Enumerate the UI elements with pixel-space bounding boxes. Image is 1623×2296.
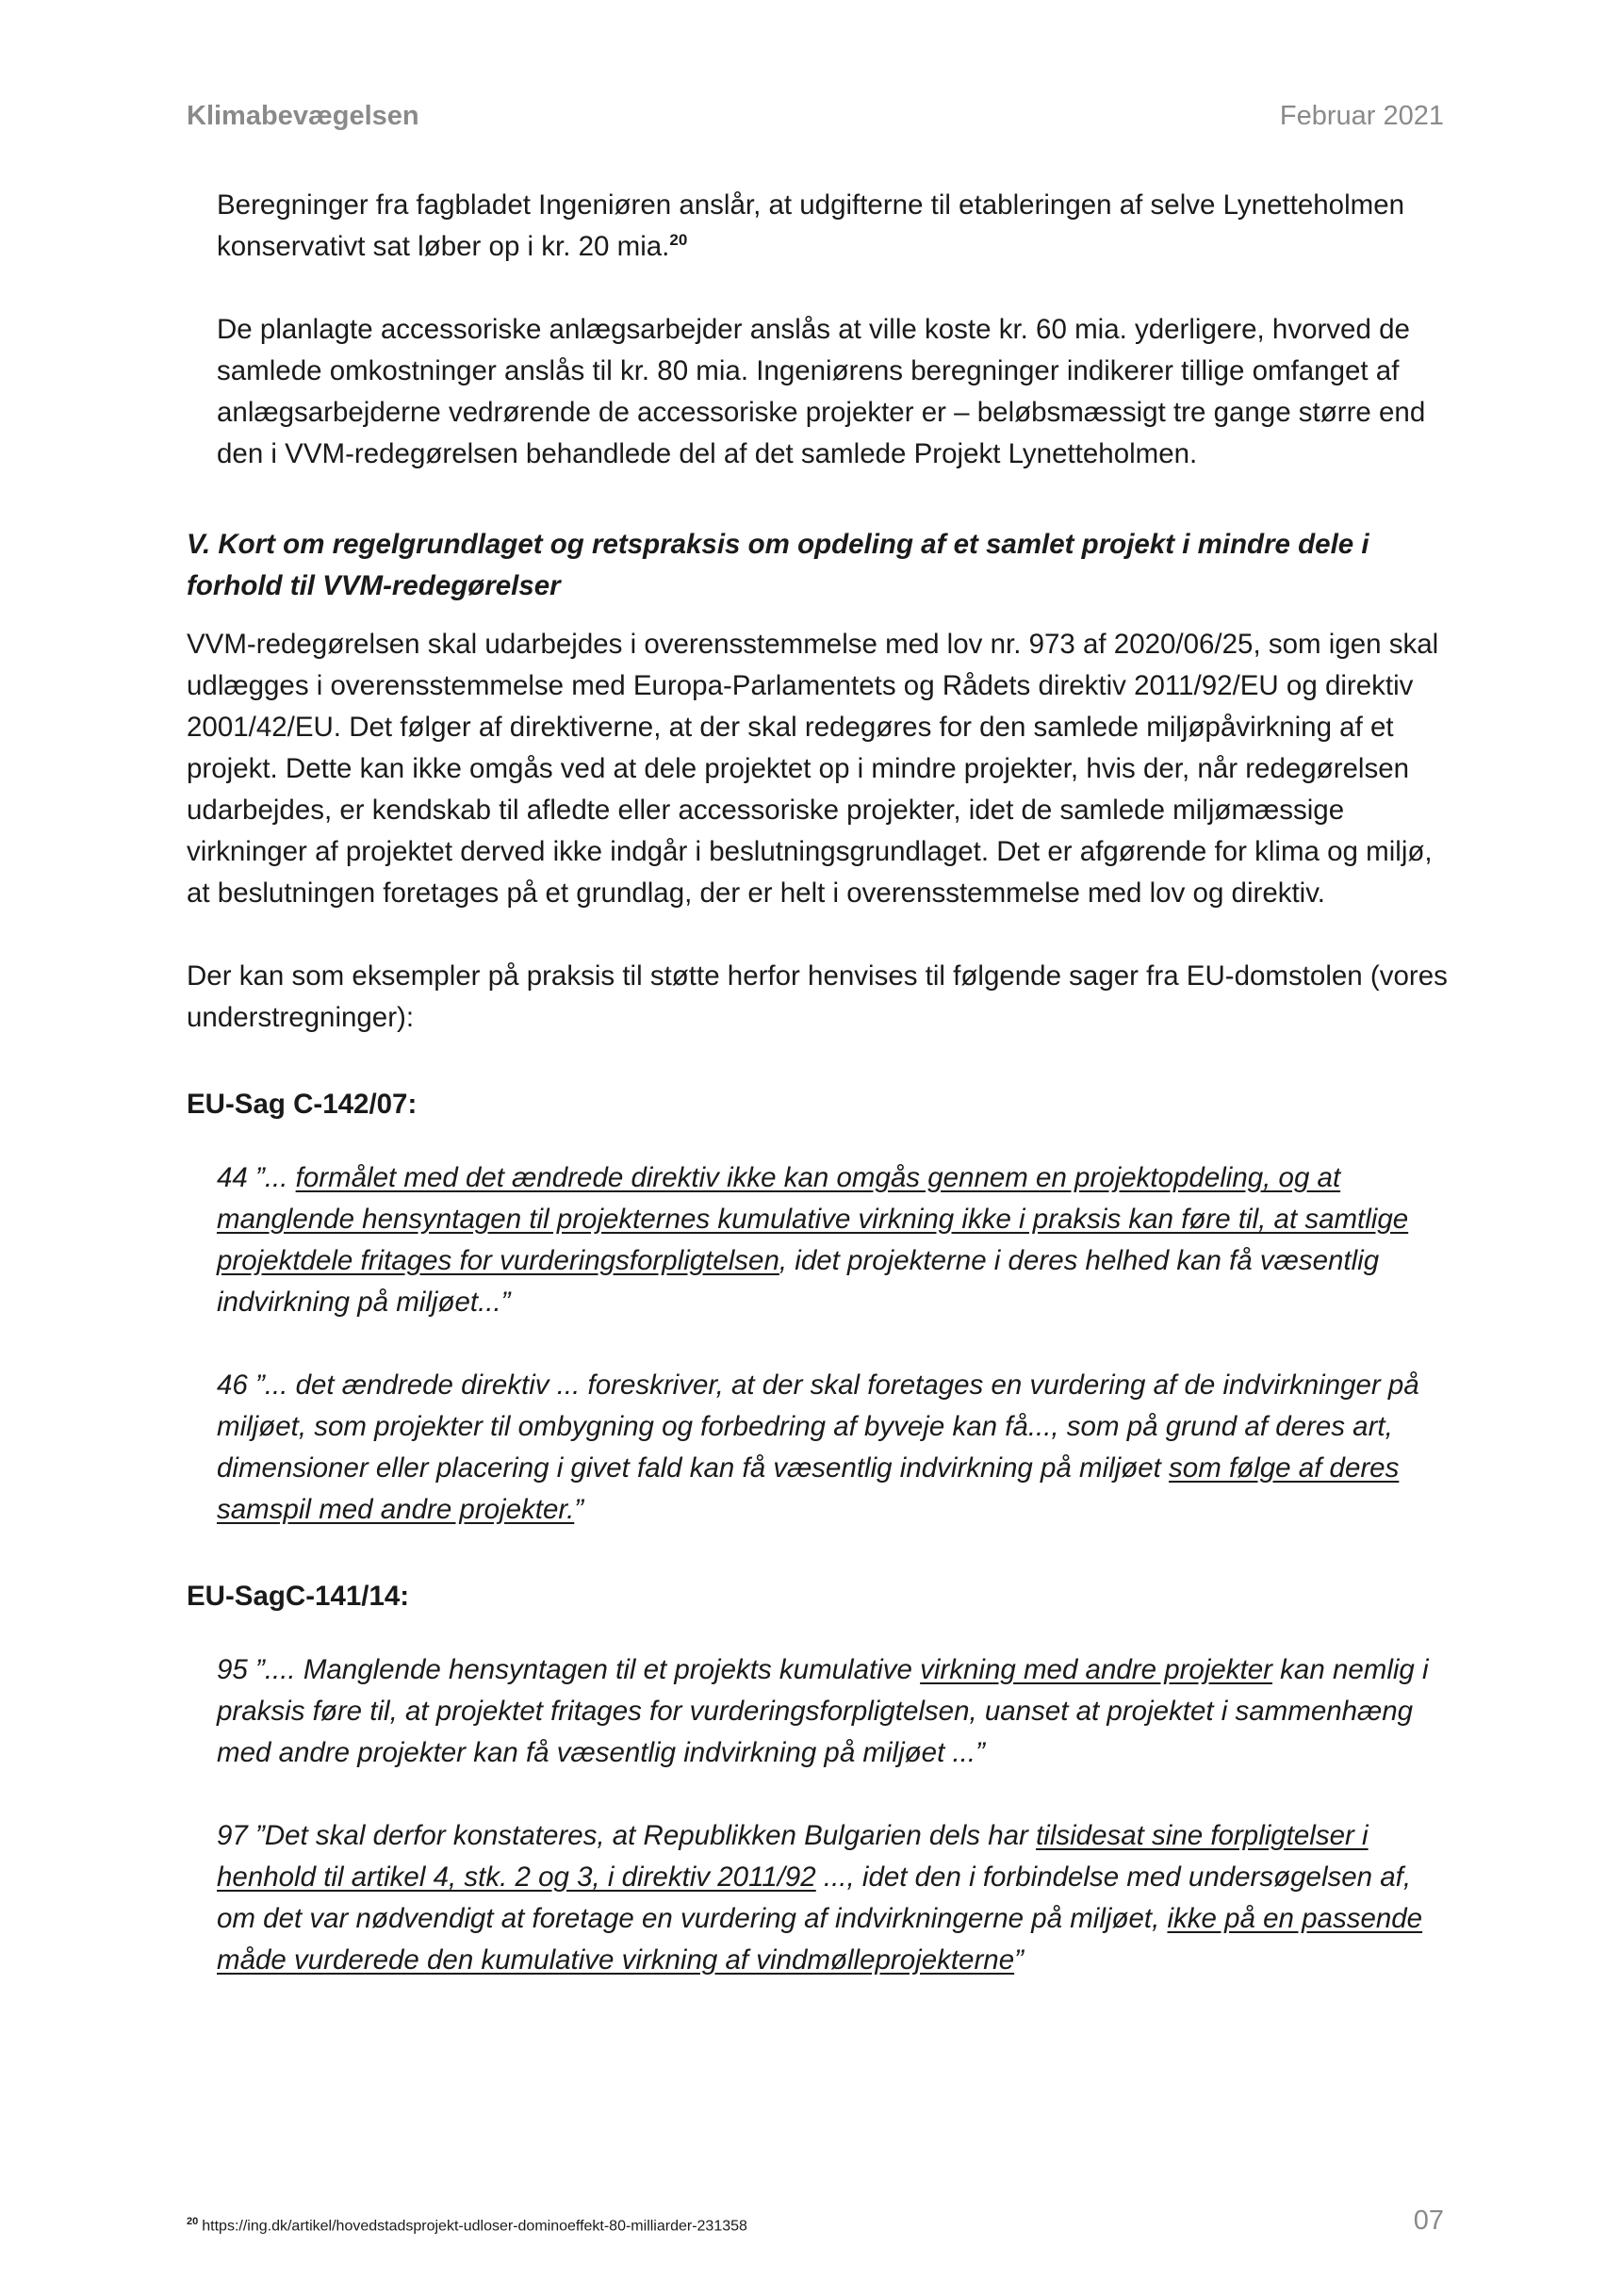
case-quotes (217, 1157, 1448, 1531)
organization-name: Klimabevægelsen (187, 101, 419, 131)
case-quote (217, 1365, 1448, 1531)
quote-text: 97 ”Det skal derfor konstateres, at Republikken Bulgarien dels har (217, 1820, 1037, 1851)
quote-text: ” (1014, 1944, 1024, 1976)
footnote-link[interactable]: https://ing.dk/artikel/hovedstadsprojekt-udloser-dominoeffekt-80-milliarder-231358 (202, 2218, 747, 2235)
case-title: EU-SagC-141/14: (187, 1581, 410, 1612)
footnote-reference[interactable]: 20 (669, 231, 688, 250)
page-number: 07 (1413, 2206, 1444, 2236)
quote-text: ..., idet den i forbindelse med undersøgelsen af, om det var nødvendigt at foretage en vurdering af indvirkningerne på miljøet, (217, 1861, 1412, 1934)
case-quotes (217, 1649, 1448, 1981)
quote-underlined-text: virkning med andre projekter (920, 1654, 1272, 1685)
document-body (187, 185, 1448, 1981)
case-title: EU-Sag C-142/07: (187, 1089, 418, 1120)
quote-text: 46 ”... det ændrede direktiv ... foreskriver, at der skal foretages en vurdering af de indvirkninger på miljøet, som projekter til ombygning og forbedring af byveje kan få..., som på grund af deres art, dimensioner eller placering i givet fald kan få væsentlig indvirkning på miljøet (217, 1369, 1419, 1484)
case-quote (217, 1815, 1448, 1981)
intro-paragraph-2: De planlagte accessoriske anlægsarbejder anslås at ville koste kr. 60 mia. yderligere, hvorved de samlede omkostninger anslås til kr. 80 mia. Ingeniørens beregninger indikerer tillige omfanget af anlægsarbejderne vedrørende de accessoriske projekter er – beløbsmæssigt tre gange større end den i VVM-redegørelsen behandlede del af det samlede Projekt Lynetteholmen. (217, 314, 1426, 469)
quote-underlined-text: formålet med det ændrede direktiv ikke kan omgås gennem en projektopdeling, og at manglende hensyntagen til projekternes kumulative virkning ikke i praksis kan føre til, at samtlige projektdele fritages for vurderingsforpligtelsen (217, 1162, 1409, 1276)
footnote-number: 20 (187, 2216, 199, 2227)
case-quote (217, 1157, 1448, 1323)
document-date: Februar 2021 (1279, 101, 1444, 131)
quote-text: 44 ”... (217, 1162, 296, 1193)
quote-text: ” (574, 1494, 584, 1525)
quote-underlined-text: tilsidesat sine forpligtelser i henhold til artikel 4, stk. 2 og 3, i direktiv 2011/92 (217, 1820, 1369, 1893)
intro-paragraph-1-text: Beregninger fra fagbladet Ingeniøren anslår, at udgifterne til etableringen af selve Lynetteholmen konservativt sat løber op i kr. 20 mia. (217, 189, 1405, 262)
quote-underlined-text: ikke på en passende måde vurderede den kumulative virkning af vindmølleprojekterne (217, 1903, 1423, 1976)
quote-text: , idet projekterne i deres helhed kan få væsentlig indvirkning på miljøet...” (217, 1245, 1380, 1318)
quote-text: 95 ”.... Manglende hensyntagen til et projekts kumulative (217, 1654, 921, 1685)
section-heading: V. Kort om regelgrundlaget og retspraksis om opdeling af et samlet projekt i mindre dele i forhold til VVM-redegørelser (187, 529, 1369, 601)
footnote (187, 2216, 747, 2235)
quote-text: kan nemlig i praksis føre til, at projektet fritages for vurderingsforpligtelsen, uanset at projektet i sammenhæng med andre projekter kan få væsentlig indvirkning på miljøet ...” (217, 1654, 1429, 1768)
section-paragraph-1: VVM-redegørelsen skal udarbejdes i overensstemmelse med lov nr. 973 af 2020/06/25, som igen skal udlægges i overensstemmelse med Europa-Parlamentets og Rådets direktiv 2011/92/EU og direktiv 2001/42/EU. Det følger af direktiverne, at der skal redegøres for den samlede miljøpåvirkning af et projekt. Dette kan ikke omgås ved at dele projektet op i mindre projekter, hvis der, når redegørelsen udarbejdes, er kendskab til afledte eller accessoriske projekter, idet de samlede miljømæssige virkninger af projektet derved ikke indgår i beslutningsgrundlaget. Det er afgørende for klima og miljø, at beslutningen foretages på et grundlag, der er helt i overensstemmelse med lov og direktiv. (187, 629, 1439, 909)
quote-underlined-text: som følge af deres samspil med andre projekter. (217, 1452, 1400, 1525)
section-paragraph-2: Der kan som eksempler på praksis til støtte herfor henvises til følgende sager fra EU-domstolen (vores understregninger): (187, 960, 1448, 1033)
intro-paragraph-1 (217, 185, 1448, 268)
intro-block (217, 185, 1448, 475)
case-quote (217, 1649, 1448, 1774)
